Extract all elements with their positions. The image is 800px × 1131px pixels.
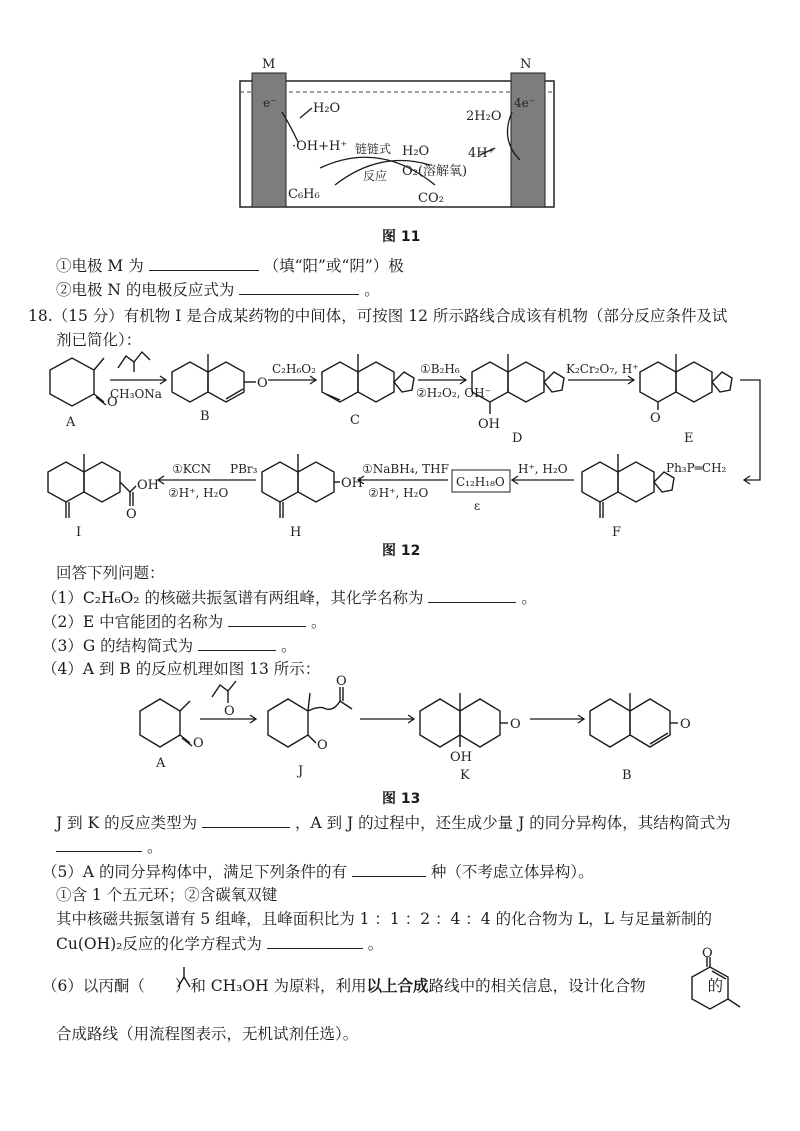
label-h: H (290, 525, 302, 540)
q5-line3-prefix: Cu(OH)₂反应的化学方程式为 (56, 935, 262, 953)
q4-answer-line (56, 812, 731, 833)
figure-11-electrolysis-diagram (0, 0, 800, 240)
label-chain-top: 链链式 (355, 142, 392, 156)
q3 (42, 635, 297, 656)
answer-blank[interactable] (202, 812, 290, 828)
label-h2o-mid: H₂O (402, 144, 430, 159)
svg-text:O: O (317, 738, 328, 753)
compound-c-structure (322, 354, 414, 402)
label-oh-h: ·OH+H⁺ (292, 139, 348, 154)
q5-suffix: 种（不考虑立体异构）。 (430, 863, 594, 881)
reagent-de: K₂Cr₂O₇, H⁺ (566, 362, 639, 376)
q2-prefix: （2）E 中官能团的名称为 (42, 613, 224, 631)
label-d: D (512, 431, 523, 446)
compound-a-structure (50, 358, 106, 406)
label-c: C (350, 413, 360, 428)
label-b-mech: B (622, 768, 632, 783)
figure-11-caption: 图 11 (382, 229, 421, 245)
label-a-mech: A (156, 756, 166, 771)
q5-line3-suffix: 。 (367, 935, 384, 953)
svg-text:O: O (224, 704, 235, 719)
q6-mid: ）和 CH₃OH 为原料，利用 (174, 977, 367, 995)
compound-b-structure (172, 354, 256, 402)
label-co2: CO₂ (418, 191, 444, 206)
label-i: I (76, 525, 82, 540)
label-f: F (612, 525, 622, 540)
q17-line-1 (56, 255, 404, 276)
q17-line1-prefix: ①电极 M 为 (56, 257, 144, 275)
label-a: A (66, 415, 76, 430)
reagent-hi-1: ①KCN (172, 462, 212, 476)
reagent-ab: CH₃ONa (110, 387, 162, 401)
q4-answer-prefix: J 到 K 的反应类型为 (56, 814, 198, 832)
reagent-fg: H⁺, H₂O (518, 462, 568, 476)
q17-line1-suffix: （填“阳”或“阴”）极 (263, 257, 404, 275)
svg-text:O: O (257, 376, 268, 391)
svg-text:O: O (510, 717, 521, 732)
reagent-cd-2: ②H₂O₂, OH⁻ (416, 386, 491, 400)
svg-text:O: O (680, 717, 691, 732)
target-cyclohexenone-structure (692, 957, 740, 1009)
q6-suffix: 的 (707, 977, 724, 995)
q3-prefix: （3）G 的结构简式为 (42, 637, 194, 655)
reagent-hi-2: ②H⁺, H₂O (168, 486, 229, 500)
electrode-n (511, 73, 545, 207)
answer-blank[interactable] (267, 933, 363, 949)
reagent-hi-pbr3: PBr₃ (230, 462, 258, 476)
reagent-cd-1: ①B₂H₆ (420, 362, 460, 376)
figure-13-mechanism-scheme (0, 675, 800, 790)
answer-intro: 回答下列问题： (56, 564, 165, 582)
answer-blank[interactable] (239, 279, 359, 295)
reagent-gh-1: ①NaBH₄, THF (362, 462, 449, 476)
q4-answer-mid: ，A 到 J 的过程中，还生成少量 J 的同分异构体，其结构简式为 (294, 814, 731, 832)
q5-conditions: ①含 1 个五元环；②含碳氧双键 (56, 886, 278, 904)
electrode-m (252, 73, 286, 207)
q4-answer-line-2 (56, 836, 162, 857)
figure-12-caption: 图 12 (382, 543, 421, 559)
compound-k-structure (420, 693, 508, 747)
label-oh-d: OH (478, 417, 500, 432)
figure-13-caption: 图 13 (382, 791, 421, 807)
label-chain-bottom: 反应 (363, 169, 388, 183)
label-n: N (520, 57, 532, 72)
q6-structures (0, 946, 800, 1025)
q2-suffix: 。 (310, 613, 327, 631)
label-k: K (460, 768, 470, 783)
g-formula: C₁₂H₁₈O (456, 475, 505, 489)
g-mark: ε (474, 499, 481, 513)
label-oh-h: OH (341, 476, 363, 491)
q2 (42, 611, 327, 632)
label-c6h6: C₆H₆ (288, 187, 320, 202)
compound-h-structure (262, 454, 340, 518)
compound-e-structure (640, 354, 732, 410)
svg-text:O: O (126, 507, 137, 522)
label-oh-i: OH (137, 478, 159, 493)
reagent-ef: Ph₃P═CH₂ (666, 461, 727, 475)
q4: （4）A 到 B 的反应机理如图 13 所示： (42, 660, 321, 678)
label-j: J (298, 764, 304, 779)
q1-prefix: （1）C₂H₆O₂ 的核磁共振氢谱有两组峰，其化学名称为 (42, 589, 424, 607)
label-2h2o: 2H₂O (466, 109, 502, 124)
answer-blank[interactable] (352, 861, 426, 877)
q5-line-3 (56, 933, 383, 954)
answer-blank[interactable] (149, 255, 259, 271)
answer-blank[interactable] (228, 611, 306, 627)
acetone-structure (178, 967, 190, 987)
q6-bold: 以上合成 (366, 976, 429, 995)
svg-text:O: O (336, 674, 347, 689)
svg-text:O: O (650, 411, 661, 426)
label-o2: O₂(溶解氧) (402, 164, 468, 179)
q17-line2-prefix: ②电极 N 的电极反应式为 (56, 281, 235, 299)
compound-a-mech-structure (140, 699, 192, 747)
label-right-electron: 4e⁻ (514, 96, 536, 110)
q6-mid2: 路线中的相关信息，设计化合物 (428, 977, 646, 995)
label-oh-k: OH (450, 750, 472, 765)
q6-line-2: 合成路线（用流程图表示，无机试剂任选）。 (56, 1025, 359, 1043)
compound-i-structure (48, 454, 136, 518)
q1-suffix: 。 (521, 589, 537, 607)
reagent-bc: C₂H₆O₂ (272, 362, 316, 376)
q6-prefix: （6）以丙酮（ (42, 977, 145, 995)
q18-intro-line-2: 剂已简化）： (56, 331, 142, 349)
label-e: E (684, 431, 694, 446)
label-left-electron: e⁻ (263, 96, 277, 110)
answer-blank[interactable] (56, 836, 142, 852)
compound-j-structure (268, 687, 352, 747)
label-4h: 4H⁺ (468, 146, 495, 161)
q3-suffix: 。 (281, 637, 297, 655)
compound-f-structure (582, 454, 674, 518)
q18-intro-line-1: 18.（15 分）有机物 I 是合成某药物的中间体，可按图 12 所示路线合成该有机物（部分反应条件及试 (28, 307, 728, 325)
reagent-gh-2: ②H⁺, H₂O (368, 486, 429, 500)
svg-text:O: O (193, 736, 204, 751)
q5-prefix: （5）A 的同分异构体中，满足下列条件的有 (42, 863, 347, 881)
figure-12-synthesis-scheme (0, 340, 800, 550)
svg-text:O: O (702, 946, 713, 961)
q17-line-2 (56, 279, 380, 300)
q5-line-2: 其中核磁共振氢谱有 5 组峰，且峰面积比为 1 ：1 ：2 ：4 ：4 的化合物为 L，L 与足量新制的 (56, 910, 713, 928)
label-h2o-left: H₂O (313, 101, 341, 116)
q5 (42, 861, 594, 882)
label-b: B (200, 409, 210, 424)
answer-blank[interactable] (428, 587, 516, 603)
compound-d-structure (472, 354, 564, 414)
q4-answer-end: 。 (146, 838, 163, 856)
answer-blank[interactable] (198, 635, 276, 651)
compound-b-mech-structure (590, 693, 678, 747)
q17-line2-suffix: 。 (364, 281, 380, 299)
label-m: M (262, 57, 276, 72)
svg-text:O: O (107, 395, 118, 410)
q1 (42, 587, 537, 608)
